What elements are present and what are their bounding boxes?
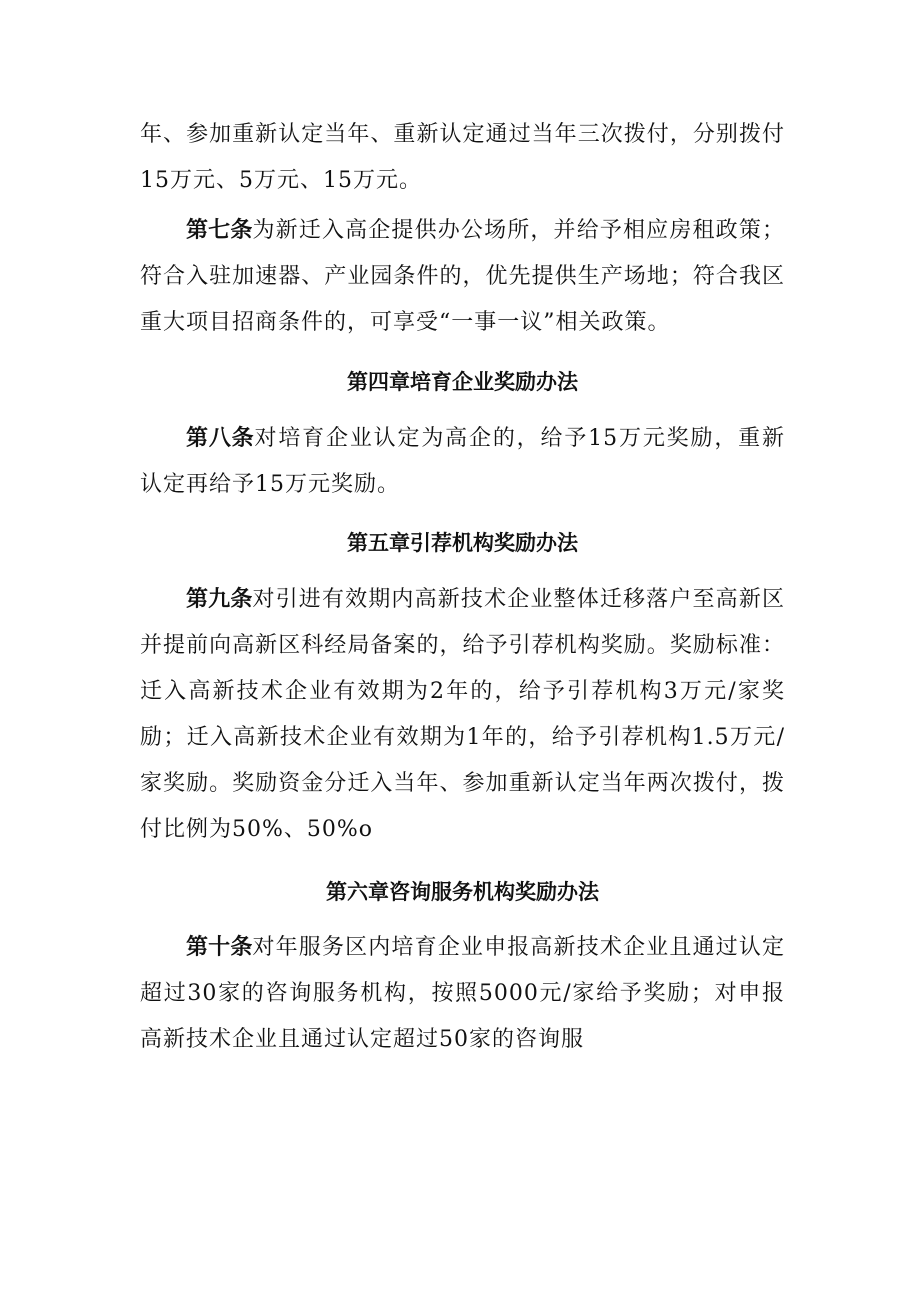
chapter-6-title: 第六章咨询服务机构奖励办法 bbox=[326, 880, 599, 904]
article-7-paragraph bbox=[140, 208, 785, 346]
article-9-paragraph bbox=[140, 577, 785, 853]
article-10-text: 对年服务区内培育企业申报高新技术企业且通过认定超过30家的咨询服务机构，按照5000元/家给予奖励；对申报高新技术企业且通过认定超过50家的咨询服 bbox=[140, 935, 785, 1052]
article-8-paragraph bbox=[140, 416, 785, 508]
chapter-4-title: 第四章培育企业奖励办法 bbox=[347, 370, 578, 394]
article-9-text: 对引进有效期内高新技术企业整体迁移落户至高新区并提前向高新区科经局备案的，给予引荐机构奖励。奖励标准：迁入高新技术企业有效期为2年的，给予引荐机构3万元/家奖励；迁入高新技术企业有效期为1年的，给予引荐机构1.5万元/家奖励。奖励资金分迁入当年、参加重新认定当年两次拨付，拨付比例为50%、50%o bbox=[140, 587, 785, 842]
article-8-label: 第八条 bbox=[186, 426, 255, 451]
article-7-text: 为新迁入高企提供办公场所，并给予相应房租政策；符合入驻加速器、产业园条件的，优先提供生产场地；符合我区重大项目招商条件的，可享受“一事一议”相关政策。 bbox=[140, 218, 785, 335]
article-7-label: 第七条 bbox=[186, 218, 253, 243]
article-8-text: 对培育企业认定为高企的，给予15万元奖励，重新认定再给予15万元奖励。 bbox=[140, 426, 785, 497]
chapter-5-title: 第五章引荐机构奖励办法 bbox=[347, 531, 578, 555]
paragraph-continuation: 年、参加重新认定当年、重新认定通过当年三次拨付，分别拨付15万元、5万元、15万元。 bbox=[140, 122, 785, 193]
article-9-label: 第九条 bbox=[186, 587, 253, 612]
article-10-label: 第十条 bbox=[186, 935, 253, 960]
article-10-paragraph bbox=[140, 925, 785, 1063]
